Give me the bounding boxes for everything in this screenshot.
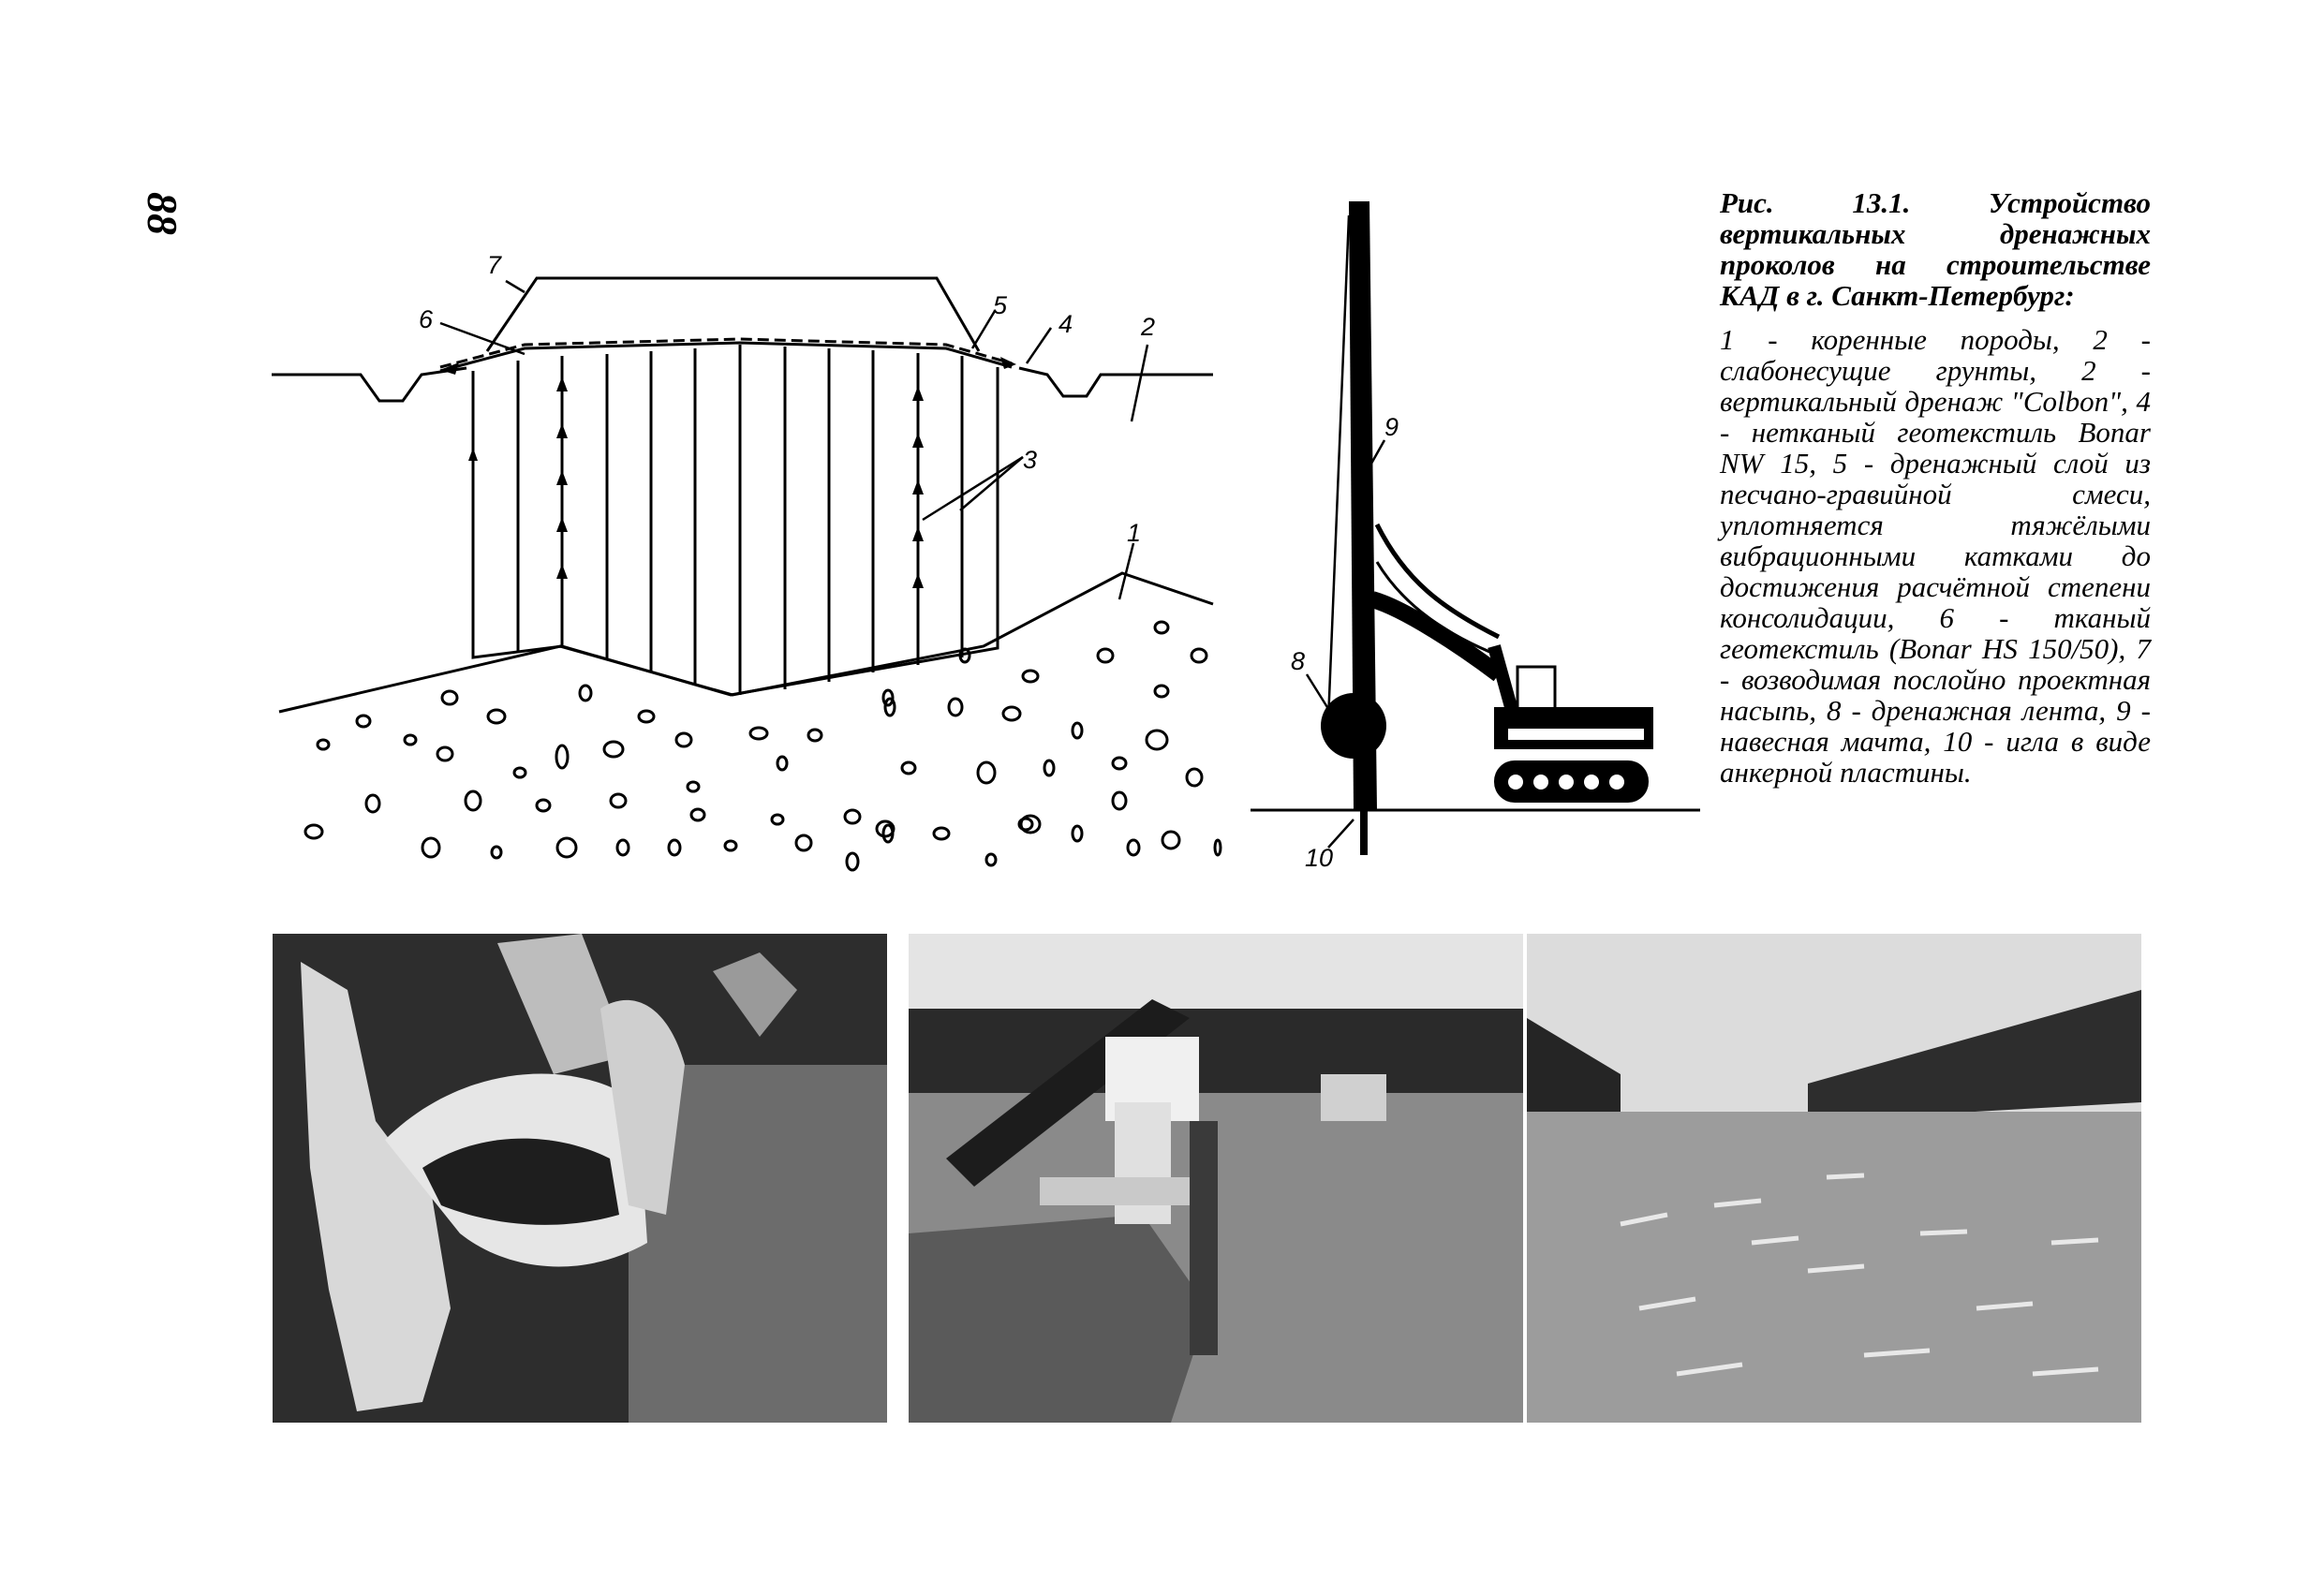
callout-7: 7: [487, 251, 502, 279]
callout-5: 5: [993, 291, 1008, 319]
drained-field-photo: [1527, 934, 2141, 1423]
geotextile-sample-photo: [273, 934, 887, 1423]
callout-1: 1: [1127, 519, 1142, 547]
page-number: 88: [139, 192, 186, 235]
callout-8: 8: [1291, 647, 1306, 675]
drain-installation-machine-photo: [909, 934, 1523, 1423]
figure-legend: 1 - коренные породы, 2 - слабонесущие грунты, 2 - вертикальный дренаж "Colbon", 4 - нетканый геотекстиль Bonar NW 15, 5 - дренажный слой из песчано-гравийной смеси, уплотняется тяжёлыми вибрационными катками до достижения расчётной степени консолидации, 6 - тканый геотекстиль (Bonar HS 150/50), 7 - возводимая послойно проектная насыпь, 8 - дренажная лента, 9 - навесная мачта, 10 - игла в виде анкерной пластины.: [1720, 323, 2151, 789]
figure-caption: [1720, 187, 2151, 788]
callout-2: 2: [1141, 313, 1156, 341]
figure-title: Рис. 13.1. Устройство вертикальных дренажных проколов на строительстве КАД в г. Санкт-Петербург:: [1720, 186, 2151, 312]
callout-10: 10: [1305, 844, 1334, 872]
callout-3: 3: [1023, 446, 1038, 474]
callout-4: 4: [1058, 310, 1073, 338]
callout-6: 6: [419, 305, 434, 333]
callout-9: 9: [1384, 413, 1399, 441]
